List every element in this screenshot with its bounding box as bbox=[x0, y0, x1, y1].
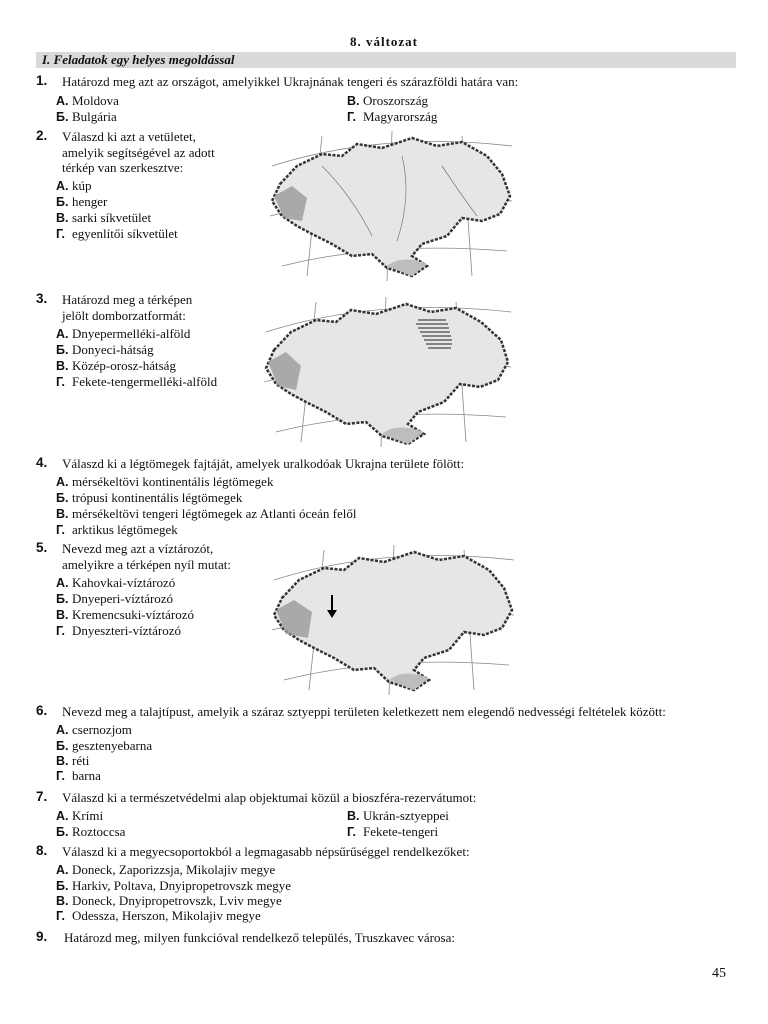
q6-option-b: Б. gesztenyebarna bbox=[56, 738, 153, 753]
q3-option-b: Б. Donyeci-hátság bbox=[56, 342, 154, 357]
q9-number: 9. bbox=[36, 929, 48, 944]
q1-option-g: Г. Magyarország bbox=[347, 109, 438, 124]
q6-text: Nevezd meg a talajtípust, amelyik a száraz sztyeppi területen keletkezett nem elegendő nedvességi feltételek között: bbox=[62, 704, 666, 719]
q7-option-a: А. Krími bbox=[56, 808, 104, 823]
q7-option-b: Б. Roztoccsa bbox=[56, 824, 126, 839]
q3-number: 3. bbox=[36, 291, 48, 306]
q5-text-line2: amelyikre a térképen nyíl mutat: bbox=[62, 557, 231, 572]
q6-option-g: Г. barna bbox=[56, 768, 101, 783]
q7-number: 7. bbox=[36, 789, 48, 804]
q8-option-a: А. Doneck, Zaporizzsja, Mikolajiv megye bbox=[56, 862, 276, 877]
q5-option-g: Г. Dnyeszteri-víztározó bbox=[56, 623, 182, 638]
q6-option-a: А. csernozjom bbox=[56, 722, 132, 737]
ukraine-map-relief bbox=[256, 292, 520, 454]
ukraine-map-projection bbox=[262, 126, 518, 286]
q5-option-b: Б. Dnyeperi-víztározó bbox=[56, 591, 174, 606]
q2-text-line1: Válaszd ki azt a vetületet, bbox=[62, 129, 196, 144]
q2-option-g: Г. egyenlítői síkvetület bbox=[56, 226, 178, 241]
page-number: 45 bbox=[712, 966, 726, 981]
q4-option-g: Г. arktikus légtömegek bbox=[56, 522, 178, 537]
q1-option-v: В. Oroszország bbox=[347, 93, 428, 108]
q4-number: 4. bbox=[36, 455, 48, 470]
q3-option-g: Г. Fekete-tengermelléki-alföld bbox=[56, 374, 218, 389]
ukraine-map-reservoir bbox=[264, 540, 518, 700]
q2-option-a: А. kúp bbox=[56, 178, 92, 193]
q8-option-g: Г. Odessza, Herszon, Mikolajiv megye bbox=[56, 908, 261, 923]
q1-option-b: Б. Bulgária bbox=[56, 109, 117, 124]
q4-option-b: Б. trópusi kontinentális légtömegek bbox=[56, 490, 243, 505]
q5-option-a: А. Kahovkai-víztározó bbox=[56, 575, 176, 590]
q8-option-b: Б. Harkiv, Poltava, Dnyipropetrovszk megye bbox=[56, 878, 292, 893]
q5-number: 5. bbox=[36, 540, 48, 555]
q1-option-a: А. Moldova bbox=[56, 93, 119, 108]
q1-text: Határozd meg azt az országot, amelyikkel Ukrajnának tengeri és szárazföldi határa van: bbox=[62, 74, 519, 89]
q3-text-line2: jelölt domborzatformát: bbox=[62, 308, 186, 323]
q4-option-a: А. mérsékeltövi kontinentális légtömegek bbox=[56, 474, 274, 489]
q2-text-line3: térkép van szerkesztve: bbox=[62, 160, 184, 175]
q7-option-g: Г. Fekete-tengeri bbox=[347, 824, 439, 839]
q7-text: Válaszd ki a természetvédelmi alap objektumai közül a bioszféra-rezervátumot: bbox=[62, 790, 477, 805]
q9-text: Határozd meg, milyen funkcióval rendelkező település, Truszkavec városa: bbox=[64, 930, 455, 945]
q8-number: 8. bbox=[36, 843, 48, 858]
q4-text: Válaszd ki a légtömegek fajtáját, amelyek uralkodóak Ukrajna területe fölött: bbox=[62, 456, 465, 471]
page-title: 8. változat bbox=[349, 34, 419, 49]
q3-option-v: В. Közép-orosz-hátság bbox=[56, 358, 176, 373]
q6-option-v: В. réti bbox=[56, 753, 90, 768]
section-header: I. Feladatok egy helyes megoldással bbox=[36, 52, 736, 68]
q2-option-v: В. sarki síkvetület bbox=[56, 210, 152, 225]
q8-text: Válaszd ki a megyecsoportokból a legmagasabb népsűrűséggel rendelkezőket: bbox=[62, 844, 470, 859]
q2-option-b: Б. henger bbox=[56, 194, 108, 209]
q8-option-v: В. Doneck, Dnyipropetrovszk, Lviv megye bbox=[56, 893, 282, 908]
q2-number: 2. bbox=[36, 128, 48, 143]
q3-text-line1: Határozd meg a térképen bbox=[62, 292, 193, 307]
q3-option-a: А. Dnyepermelléki-alföld bbox=[56, 326, 191, 341]
q2-text-line2: amelyik segítségével az adott bbox=[62, 145, 215, 160]
q4-option-v: В. mérsékeltövi tengeri légtömegek az Atlanti óceán felől bbox=[56, 506, 357, 521]
q7-option-v: В. Ukrán-sztyeppei bbox=[347, 808, 449, 823]
q5-option-v: В. Kremencsuki-víztározó bbox=[56, 607, 195, 622]
q5-text-line1: Nevezd meg azt a víztározót, bbox=[62, 541, 214, 556]
q1-number: 1. bbox=[36, 73, 48, 88]
q6-number: 6. bbox=[36, 703, 48, 718]
